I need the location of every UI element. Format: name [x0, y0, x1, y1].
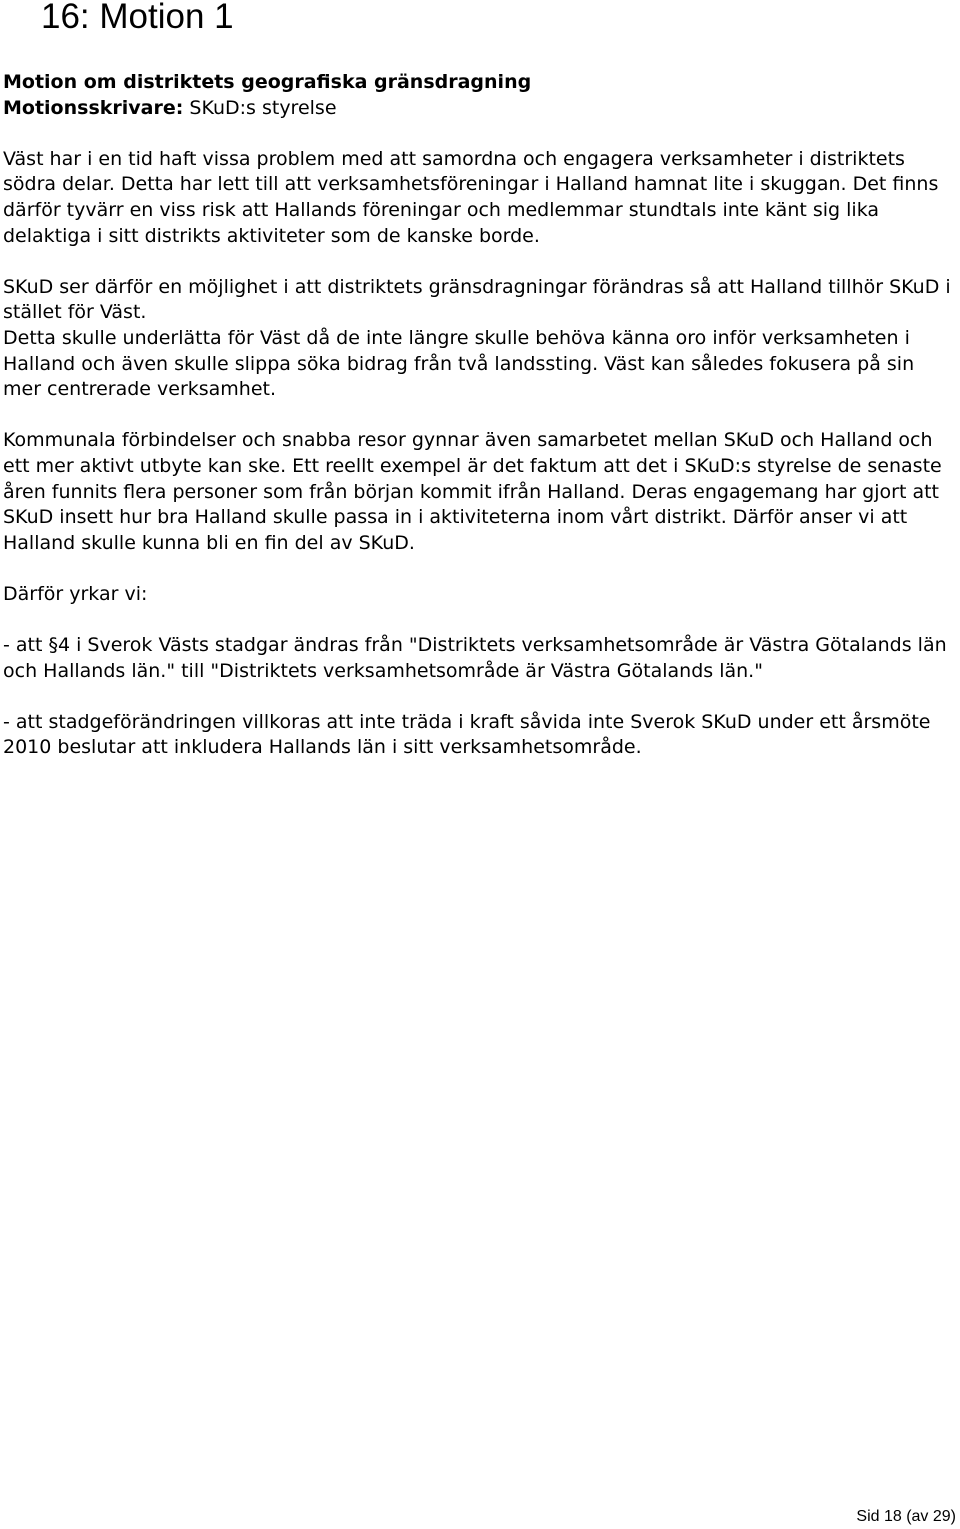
paragraph-gap — [3, 121, 958, 147]
paragraph-proposal: SKuD ser därför en möjlighet i att distriktets gränsdragningar förändras så att Halland tillhör SKuD i stället för Väst. — [3, 275, 951, 324]
paragraph-gap — [3, 556, 958, 582]
paragraph-gap — [3, 684, 958, 710]
demand-item-condition: - att stadgeförändringen villkoras att inte träda i kraft såvida inte Sverok SKuD under ett årsmöte 2010 beslutar att inkludera Hallands län i sitt verksamhetsområde. — [3, 710, 931, 759]
motion-body — [3, 70, 958, 761]
author-label: Motionsskrivare: — [3, 96, 184, 119]
demands-intro: Därför yrkar vi: — [3, 582, 148, 605]
paragraph-background: Väst har i en tid haft vissa problem med att samordna och engagera verksamheter i distriktets södra delar. Detta har lett till att verksamhetsföreningar i Halland hamnat lite i skuggan. Det finns därför tyvärr en viss risk att Hallands föreningar och medlemmar stundtals inte känt sig lika delaktiga i sitt distrikts aktiviteter som de kanske borde. — [3, 147, 939, 247]
paragraph-gap — [3, 403, 958, 429]
page-title: 16: Motion 1 — [41, 0, 234, 36]
paragraph-benefit: Detta skulle underlätta för Väst då de inte längre skulle behöva känna oro inför verksamheten i Halland och även skulle slippa söka bidrag från två landssting. Väst kan således fokusera på sin mer centrerade verksamhet. — [3, 326, 915, 401]
author-value: SKuD:s styrelse — [183, 96, 337, 119]
motion-heading: Motion om distriktets geografiska gränsdragning — [3, 71, 532, 93]
motion-author-line — [3, 96, 958, 122]
demand-item-statute-change: - att §4 i Sverok Västs stadgar ändras från "Distriktets verksamhetsområde är Västra Götalands län och Hallands län." till "Distriktets verksamhetsområde är Västra Götalands län." — [3, 634, 947, 682]
paragraph-gap — [3, 607, 958, 633]
paragraph-gap — [3, 249, 958, 275]
page-number: Sid 18 (av 29) — [856, 1508, 956, 1525]
paragraph-cooperation: Kommunala förbindelser och snabba resor gynnar även samarbetet mellan SKuD och Halland och ett mer aktivt utbyte kan ske. Ett reellt exempel är det faktum att det i SKuD:s styrelse de senaste åren funnits flera personer som från början kommit ifrån Halland. Deras engagemang har gjort att SKuD insett hur bra Halland skulle passa in i aktiviteterna inom vårt distrikt. Därför anser vi att Halland skulle kunna bli en fin del av SKuD. — [3, 429, 942, 554]
